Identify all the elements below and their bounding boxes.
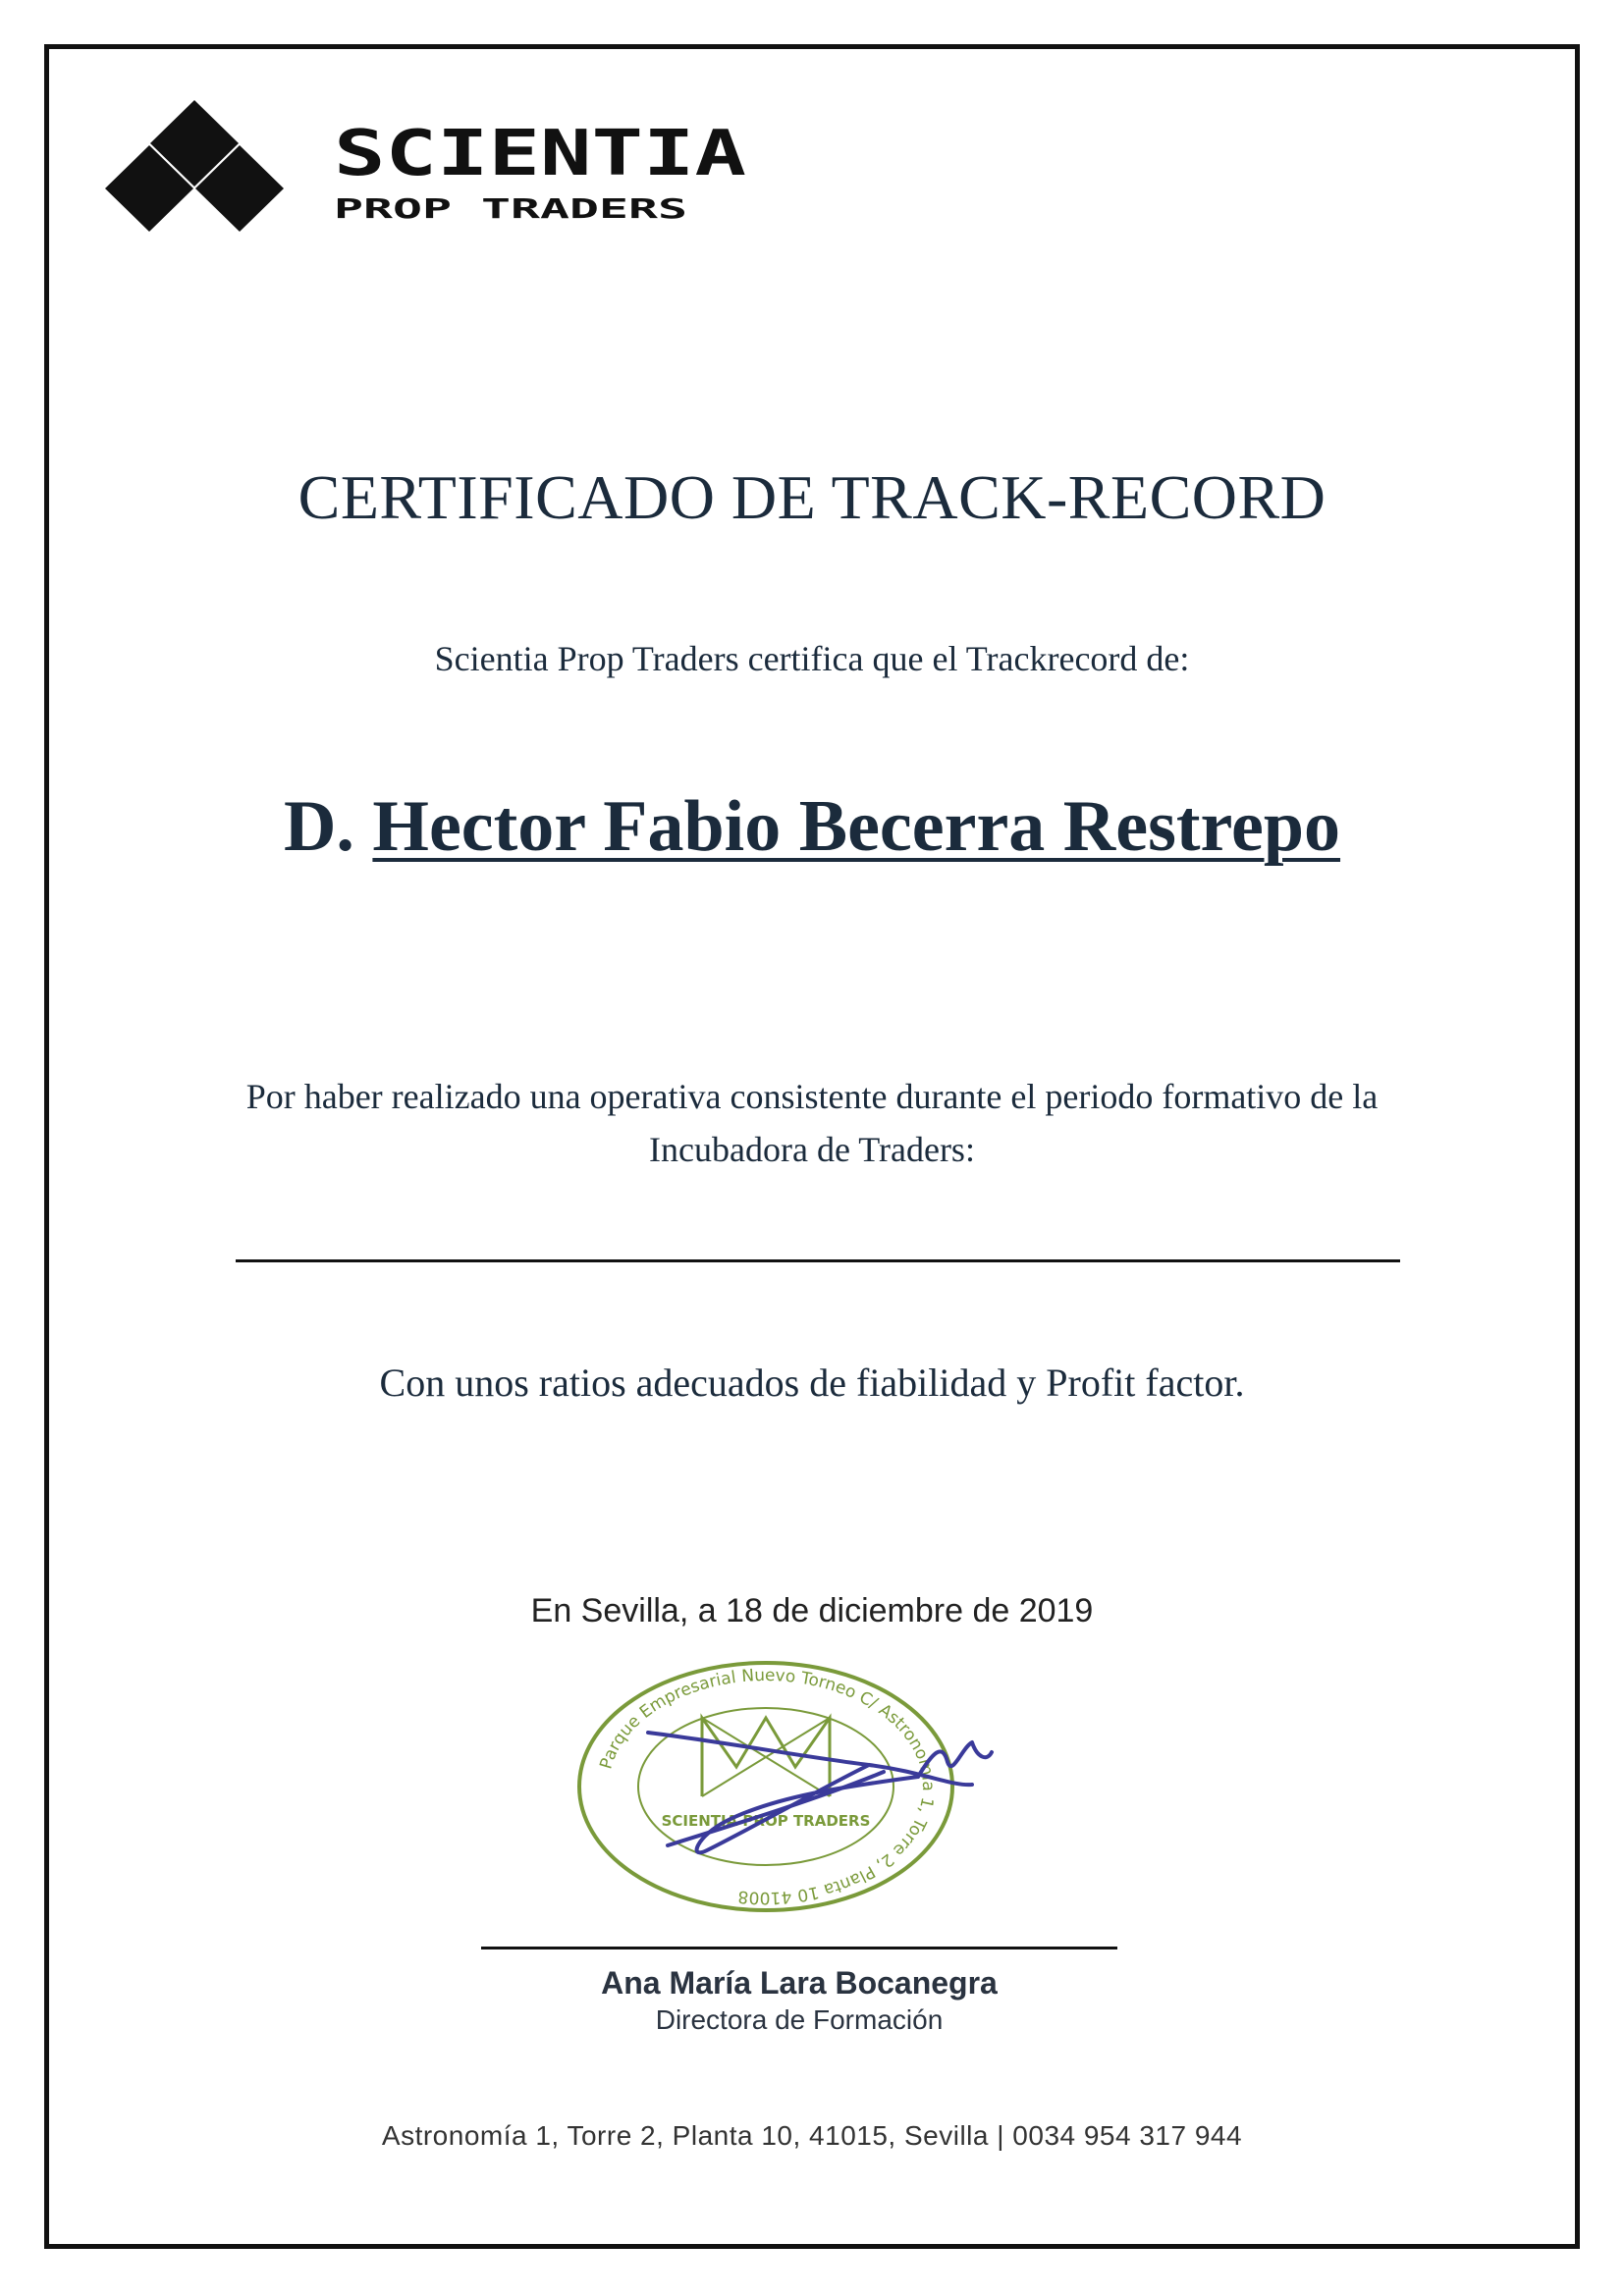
certificate-title: CERTIFICADO DE TRACK-RECORD [298, 462, 1326, 532]
signer-name: Ana María Lara Bocanegra [601, 1965, 998, 2001]
stamp-ring-text: Parque Empresarial Nuevo Torneo C/ Astronomía 1, Torre 2, Planta 10 41008 [596, 1665, 939, 1908]
recipient-name: Hector Fabio Becerra Restrepo [372, 786, 1341, 867]
stamp-center-text: SCIENTIA PROP TRADERS [661, 1812, 871, 1830]
logo-brand-text: SCIENTIA [334, 118, 746, 190]
handwritten-signature [648, 1733, 992, 1852]
recipient-prefix: D. [283, 786, 354, 867]
signer-role: Directora de Formación [655, 2004, 944, 2035]
diamond-logo-icon [105, 100, 284, 232]
certificate-reason [137, 1070, 1487, 1176]
recipient [0, 785, 1624, 869]
signature-line [481, 1947, 1117, 1949]
certificate-intro: Scientia Prop Traders certifica que el Trackrecord de: [434, 639, 1190, 678]
reason-line-1: Por haber realizado una operativa consistente durante el periodo formativo de la [245, 1077, 1379, 1116]
reason-line-2: Incubadora de Traders: [649, 1130, 975, 1169]
certificate-date: En Sevilla, a 18 de diciembre de 2019 [530, 1592, 1094, 1629]
stamp-seal-icon [579, 1663, 952, 1910]
company-stamp [530, 1649, 1001, 1924]
footer-address: Astronomía 1, Torre 2, Planta 10, 41015, Sevilla | 0034 954 317 944 [381, 2120, 1243, 2151]
company-logo [93, 98, 761, 275]
logo-tagline-text: PROP TRADERS [334, 192, 687, 225]
certificate-ratios: Con unos ratios adecuados de fiabilidad y Profit factor. [379, 1361, 1245, 1405]
blank-fill-line [236, 1259, 1400, 1262]
